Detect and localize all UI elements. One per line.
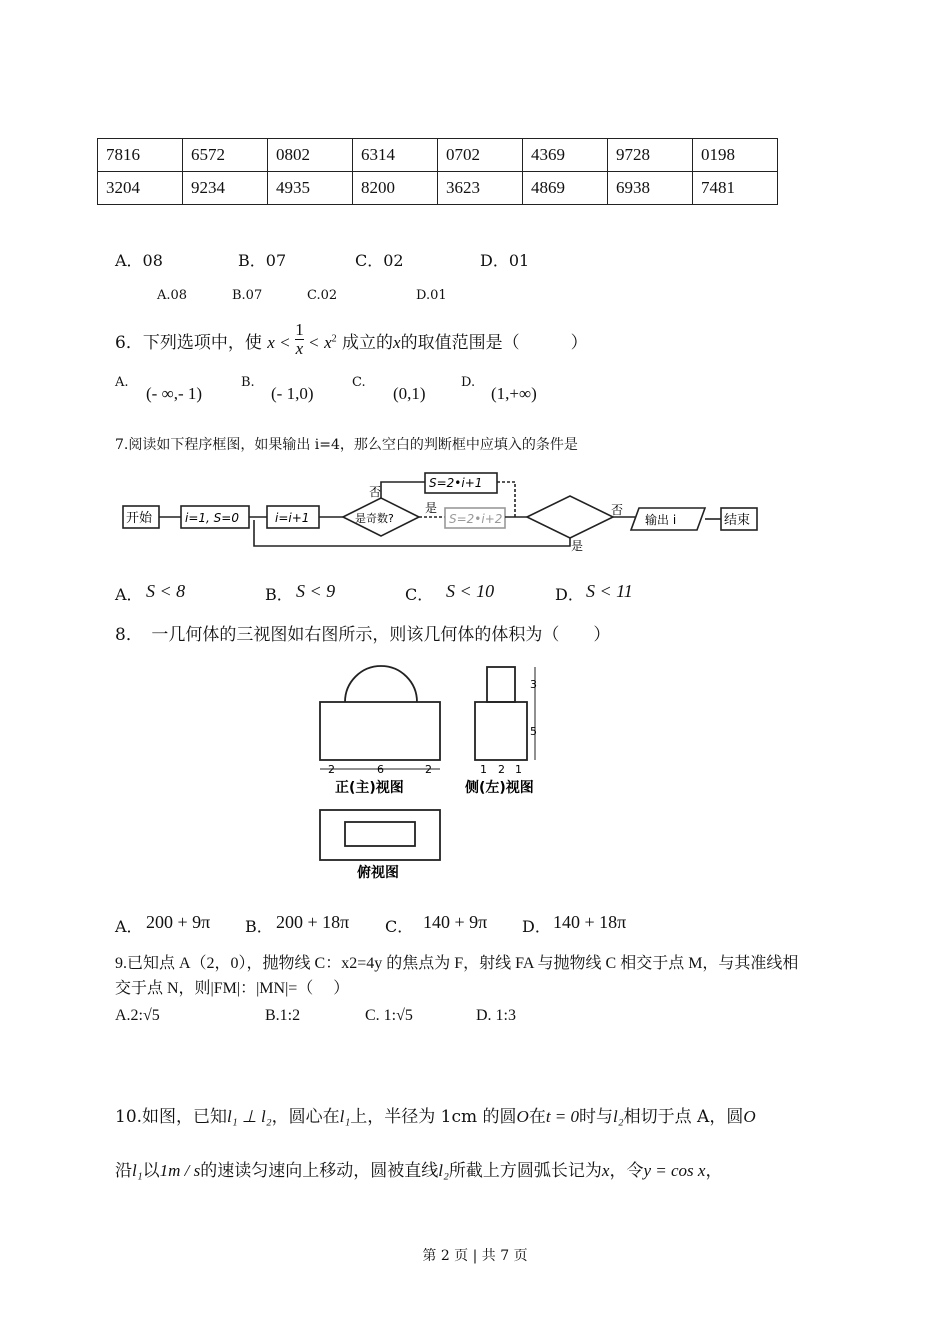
option-label: B. [241, 375, 255, 390]
text: ，令 [609, 1161, 644, 1181]
math: l₁ [132, 1161, 143, 1180]
table-cell: 7481 [693, 172, 778, 205]
fraction [295, 321, 304, 358]
yes2-label: 是 [571, 539, 584, 553]
text: 以 [142, 1161, 160, 1181]
text: 所截上方圆弧长记为 [448, 1161, 602, 1181]
option-label: A． [115, 917, 143, 936]
math: 1m / s [159, 1161, 201, 1180]
q9-option-c: C. 1:√5 [365, 1007, 413, 1024]
option-value: S < 8 [146, 581, 186, 601]
blank-decision [527, 496, 613, 538]
text: 时与 [579, 1107, 614, 1127]
math: l₂ [613, 1107, 624, 1126]
random-number-table [97, 138, 778, 205]
front-view [320, 702, 440, 760]
table-cell: 9234 [183, 172, 268, 205]
cond-label: 是奇数? [355, 512, 394, 525]
text: 的速读匀速向上移动，圆被直线 [200, 1161, 439, 1181]
text: 相切于点 A，圆 [623, 1107, 744, 1127]
option-label: B． [245, 917, 273, 936]
table-cell: 7816 [98, 139, 183, 172]
q10-line2 [115, 1156, 722, 1181]
option-label: A． [115, 585, 143, 604]
q5-option-a: A．08 [115, 251, 163, 270]
s1-label: S=2•i+1 [429, 476, 483, 490]
init-label: i=1, S=0 [185, 511, 239, 525]
q9-option-b: B.1:2 [265, 1007, 301, 1024]
text: 在 [528, 1107, 546, 1127]
math-op: < [309, 333, 319, 352]
table-cell: 8200 [353, 172, 438, 205]
option-label: C. [352, 375, 366, 390]
math: O [743, 1107, 756, 1126]
q5-option-c: C．02 [355, 251, 404, 270]
math: l₂ [438, 1161, 449, 1180]
q5-option-d-small: D.01 [416, 288, 447, 303]
table-cell: 3623 [438, 172, 523, 205]
q9-option-a: A.2:√5 [115, 1007, 160, 1024]
q8-stem: 8． 一几何体的三视图如右图所示，则该几何体的体积为（ ） [115, 625, 611, 645]
option-label: C． [405, 585, 434, 604]
table-cell: 0198 [693, 139, 778, 172]
q5-option-a-small: A.08 [157, 288, 188, 303]
table-cell: 4935 [268, 172, 353, 205]
table-cell: 0702 [438, 139, 523, 172]
inc-label: i=i+1 [275, 511, 310, 525]
q7-stem: 7.阅读如下程序框图，如果输出 i=4，那么空白的判断框中应填入的条件是 [115, 437, 578, 453]
option-label: C． [385, 917, 414, 936]
top-view-label: 俯视图 [357, 865, 399, 881]
math: O [516, 1107, 529, 1126]
top-view [320, 810, 440, 860]
option-value: 140 + 18π [553, 912, 627, 932]
q9-stem-line2: 交于点 N，则|FM|：|MN|=（ ） [115, 980, 350, 997]
table-cell: 3204 [98, 172, 183, 205]
end-label: 结束 [724, 513, 751, 528]
text: ，圆心在 [271, 1107, 340, 1127]
table-row [98, 139, 778, 172]
q6-text: 的取值范围是（ ） [400, 333, 588, 353]
no-label: 否 [369, 485, 382, 499]
option-value: 140 + 9π [423, 912, 488, 932]
numerator: 1 [295, 320, 304, 339]
math-var: x [393, 333, 401, 352]
option-value: (0,1) [393, 384, 426, 403]
option-value: (- 1,0) [271, 384, 314, 403]
dim-label: 6 [377, 763, 384, 776]
q6-stem [115, 320, 588, 362]
option-value: S < 10 [446, 581, 495, 601]
denominator: x [295, 339, 304, 358]
text: 沿 [115, 1161, 132, 1181]
table-cell: 9728 [608, 139, 693, 172]
side-view [475, 702, 527, 760]
math-var: x [267, 333, 275, 352]
math: t = 0 [545, 1107, 580, 1126]
q5-option-b-small: B.07 [232, 288, 263, 303]
table-cell: 4369 [523, 139, 608, 172]
math: y = cos x [643, 1161, 706, 1180]
option-label: B． [265, 585, 293, 604]
option-value: 200 + 18π [276, 912, 350, 932]
side-view-label: 侧(左)视图 [465, 780, 534, 796]
option-label: A. [115, 375, 129, 390]
option-value: 200 + 9π [146, 912, 211, 932]
output-label: 输出 i [645, 513, 677, 527]
s2-label: S=2•i+2 [449, 512, 503, 526]
dim-label: 2 [328, 763, 335, 776]
dim-label: 1 [480, 763, 487, 776]
option-label: D． [522, 917, 551, 936]
dim-label: 5 [530, 725, 537, 738]
three-view-figure [295, 645, 570, 890]
table-cell: 6314 [353, 139, 438, 172]
dim-label: 1 [515, 763, 522, 776]
table-row [98, 172, 778, 205]
math: l₁ ⊥ l₂ [227, 1107, 272, 1126]
option-value: S < 11 [586, 581, 633, 601]
q6-text: 成立的 [342, 333, 394, 353]
dim-label: 2 [498, 763, 505, 776]
option-label: D． [555, 585, 584, 604]
page-footer: 第 2 页 | 共 7 页 [422, 1248, 528, 1264]
table-cell: 6938 [608, 172, 693, 205]
table-cell: 6572 [183, 139, 268, 172]
semicircle [345, 666, 417, 702]
q6-text: 6．下列选项中，使 [115, 333, 262, 353]
no2-label: 否 [611, 503, 624, 517]
dim-label: 3 [530, 678, 537, 691]
text: 10.如图，已知 [115, 1107, 228, 1127]
flowchart [115, 468, 795, 558]
option-label: D. [461, 375, 476, 390]
q9-stem-line1: 9.已知点 A（2，0），抛物线 C：x2=4y 的焦点为 F，射线 FA 与抛物线 C 相交于点 M，与其准线相 [115, 955, 799, 972]
math: l₁ [339, 1107, 351, 1126]
dim-label: 2 [425, 763, 432, 776]
option-value: (1,+∞) [491, 384, 537, 403]
q9-option-d: D. 1:3 [476, 1007, 516, 1024]
math-var: x [324, 333, 332, 352]
q5-option-d: D．01 [480, 251, 530, 270]
q10-line1 [115, 1102, 756, 1127]
start-label: 开始 [126, 511, 153, 526]
yes-label: 是 [425, 501, 438, 515]
q5-option-b: B．07 [238, 251, 287, 270]
table-cell: 0802 [268, 139, 353, 172]
front-view-label: 正(主)视图 [335, 780, 404, 796]
table-cell: 4869 [523, 172, 608, 205]
math-op: < [280, 333, 290, 352]
text: ， [705, 1161, 723, 1181]
q5-option-c-small: C.02 [307, 288, 338, 303]
exponent: 2 [331, 333, 337, 345]
text: 上，半径为 1cm 的圆 [350, 1107, 517, 1127]
math: x [601, 1161, 610, 1180]
option-value: S < 9 [296, 581, 336, 601]
option-value: (- ∞,- 1) [146, 384, 203, 403]
